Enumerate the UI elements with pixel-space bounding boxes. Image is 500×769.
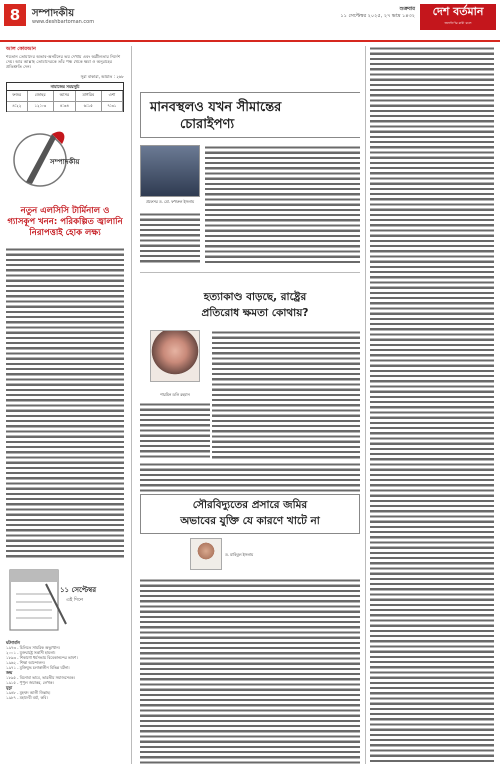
section-title: সম্পাদকীয় <box>32 8 75 19</box>
on-this-day-list <box>6 640 124 764</box>
events-heading: ঘটনাবলি <box>6 640 20 645</box>
event-item: ১৯৬২ - শিক্ষা আন্দোলন। <box>6 660 45 665</box>
births-heading: জন্ম <box>6 670 13 675</box>
article1-body-continued <box>140 212 200 265</box>
editorial-body <box>6 247 124 559</box>
column-divider <box>365 46 366 764</box>
prayer-time: ১২:০৩ <box>27 101 53 111</box>
logo-text: দেশ বর্তমান <box>432 5 484 18</box>
article1-author-photo <box>140 145 200 197</box>
article1-title-line2[interactable]: চোরাইপণ্য <box>180 117 235 132</box>
article2-title-line2[interactable]: প্রতিরোধ ক্ষমতা কোথায়? <box>201 307 309 319</box>
article1-body <box>205 145 360 265</box>
prayer-header: মাগরিব <box>75 91 101 101</box>
prayer-time: ৭:৩১ <box>101 101 122 111</box>
prayer-time: ৪:৩৪ <box>53 101 75 111</box>
quote-source: সূরা বাকারা, আয়াত : ২৬৮ <box>80 74 124 79</box>
article3-author-photo <box>190 538 222 570</box>
article2-title-line1[interactable]: হত্যাকাণ্ড বাড়ছে, রাষ্ট্রের <box>203 291 307 303</box>
prayer-table-header-row <box>7 91 123 101</box>
calendar-icon <box>6 564 124 636</box>
editorial-title[interactable]: নতুন এলসিসি টার্মিনাল ও গ্যাসকূপ খনন: পরিকল্পিত জ্বালানি নিরাপত্তাই হোক লক্ষ্য <box>7 206 123 238</box>
article2-body-end <box>140 462 360 492</box>
page-number: 8 <box>4 4 26 26</box>
event-item: ১৯৭৩ - চিলিতে সামরিক অভ্যুত্থান। <box>6 645 60 650</box>
calendar-subtitle: এই দিনে <box>66 597 84 603</box>
prayer-time: ৪:২২ <box>7 101 27 111</box>
article-continuation-column <box>370 46 494 764</box>
birth-item: ১৮৯৫ - বিনোবা ভাবে, ভারতীয় সমাজসেবক। <box>6 675 75 680</box>
day-label: শুক্রবার <box>399 6 415 12</box>
article1-author: প্রফেসর ড. মো. ফখরুল ইসলাম <box>145 199 195 204</box>
article2-author: শারমিন ডলি রহমান <box>160 392 190 397</box>
prayer-header: আসর <box>53 91 75 101</box>
death-item: ১৯৪৮ - মুহম্মদ আলী জিন্নাহ। <box>6 690 51 695</box>
article2-author-photo <box>150 330 200 382</box>
article1-title-line1[interactable]: মানবস্থলও যখন সীমান্তের <box>150 100 282 115</box>
article3-title-line2[interactable]: অভাবের যুক্তি যে কারণে খাটে না <box>180 515 320 527</box>
event-item: ১৮৯৩ - শিকাগো ধর্মসভায় বিবেকানন্দের ভাষণ। <box>6 655 78 660</box>
prayer-header: জোহর <box>27 91 53 101</box>
prayer-header: এশা <box>101 91 122 101</box>
event-item: ২০০১ - যুক্তরাষ্ট্রে সন্ত্রাসী হামলা। <box>6 650 56 655</box>
header-divider <box>0 40 500 42</box>
article2-body-continued <box>140 402 210 460</box>
calendar-date: ১১ সেপ্টেম্বর <box>60 586 97 594</box>
event-item: ১৯৭১ - মুক্তিযুদ্ধ চলাকালীন বিভিন্ন ঘটনা। <box>6 665 70 670</box>
date-label: ১১ সেপ্টেম্বর ২০২৫, ২৭ ভাদ্র ১৪৩২ <box>340 13 415 19</box>
prayer-table-title: নামাজের সময়সূচি <box>7 83 123 91</box>
prayer-table-value-row <box>7 101 123 111</box>
deaths-heading: মৃত্যু <box>6 685 13 690</box>
article-divider <box>140 272 360 273</box>
article3-title-line1[interactable]: সৌরবিদ্যুতের প্রসারে জমির <box>192 499 308 511</box>
article2-body <box>212 330 360 460</box>
quran-quote: শয়তান তোমাদের অভাব-অনটনের ভয় দেখায় এবং অশ্লীলতার নির্দেশ দেয়। আর আল্লাহ তোমাদেরকে তাঁর পক্ষ থেকে ক্ষমা ও অনুগ্রহের প্রতিশ্রুতি দেন। <box>6 54 121 69</box>
editorial-badge: সম্পাদকীয় <box>50 158 80 166</box>
death-item: ১৯৮৭ - মহাদেবী বর্মা, কবি। <box>6 695 48 700</box>
birth-item: ১৯১৫ - পুপুল জয়াকর, লেখক। <box>6 680 54 685</box>
prayer-time: ৬:১৫ <box>75 101 101 111</box>
article3-author: ড. মাহিবুল ইসলাম <box>225 552 254 557</box>
logo-tagline: জনগণের কথা বলে <box>444 21 472 25</box>
prayer-time-table <box>6 82 124 112</box>
article3-body <box>140 578 360 764</box>
newspaper-logo[interactable] <box>420 4 496 30</box>
website-link[interactable]: www.deshbartoman.com <box>32 19 95 25</box>
prayer-header: ফজর <box>7 91 27 101</box>
column-divider <box>131 46 132 764</box>
quran-heading: আল কোরআন <box>6 46 36 52</box>
